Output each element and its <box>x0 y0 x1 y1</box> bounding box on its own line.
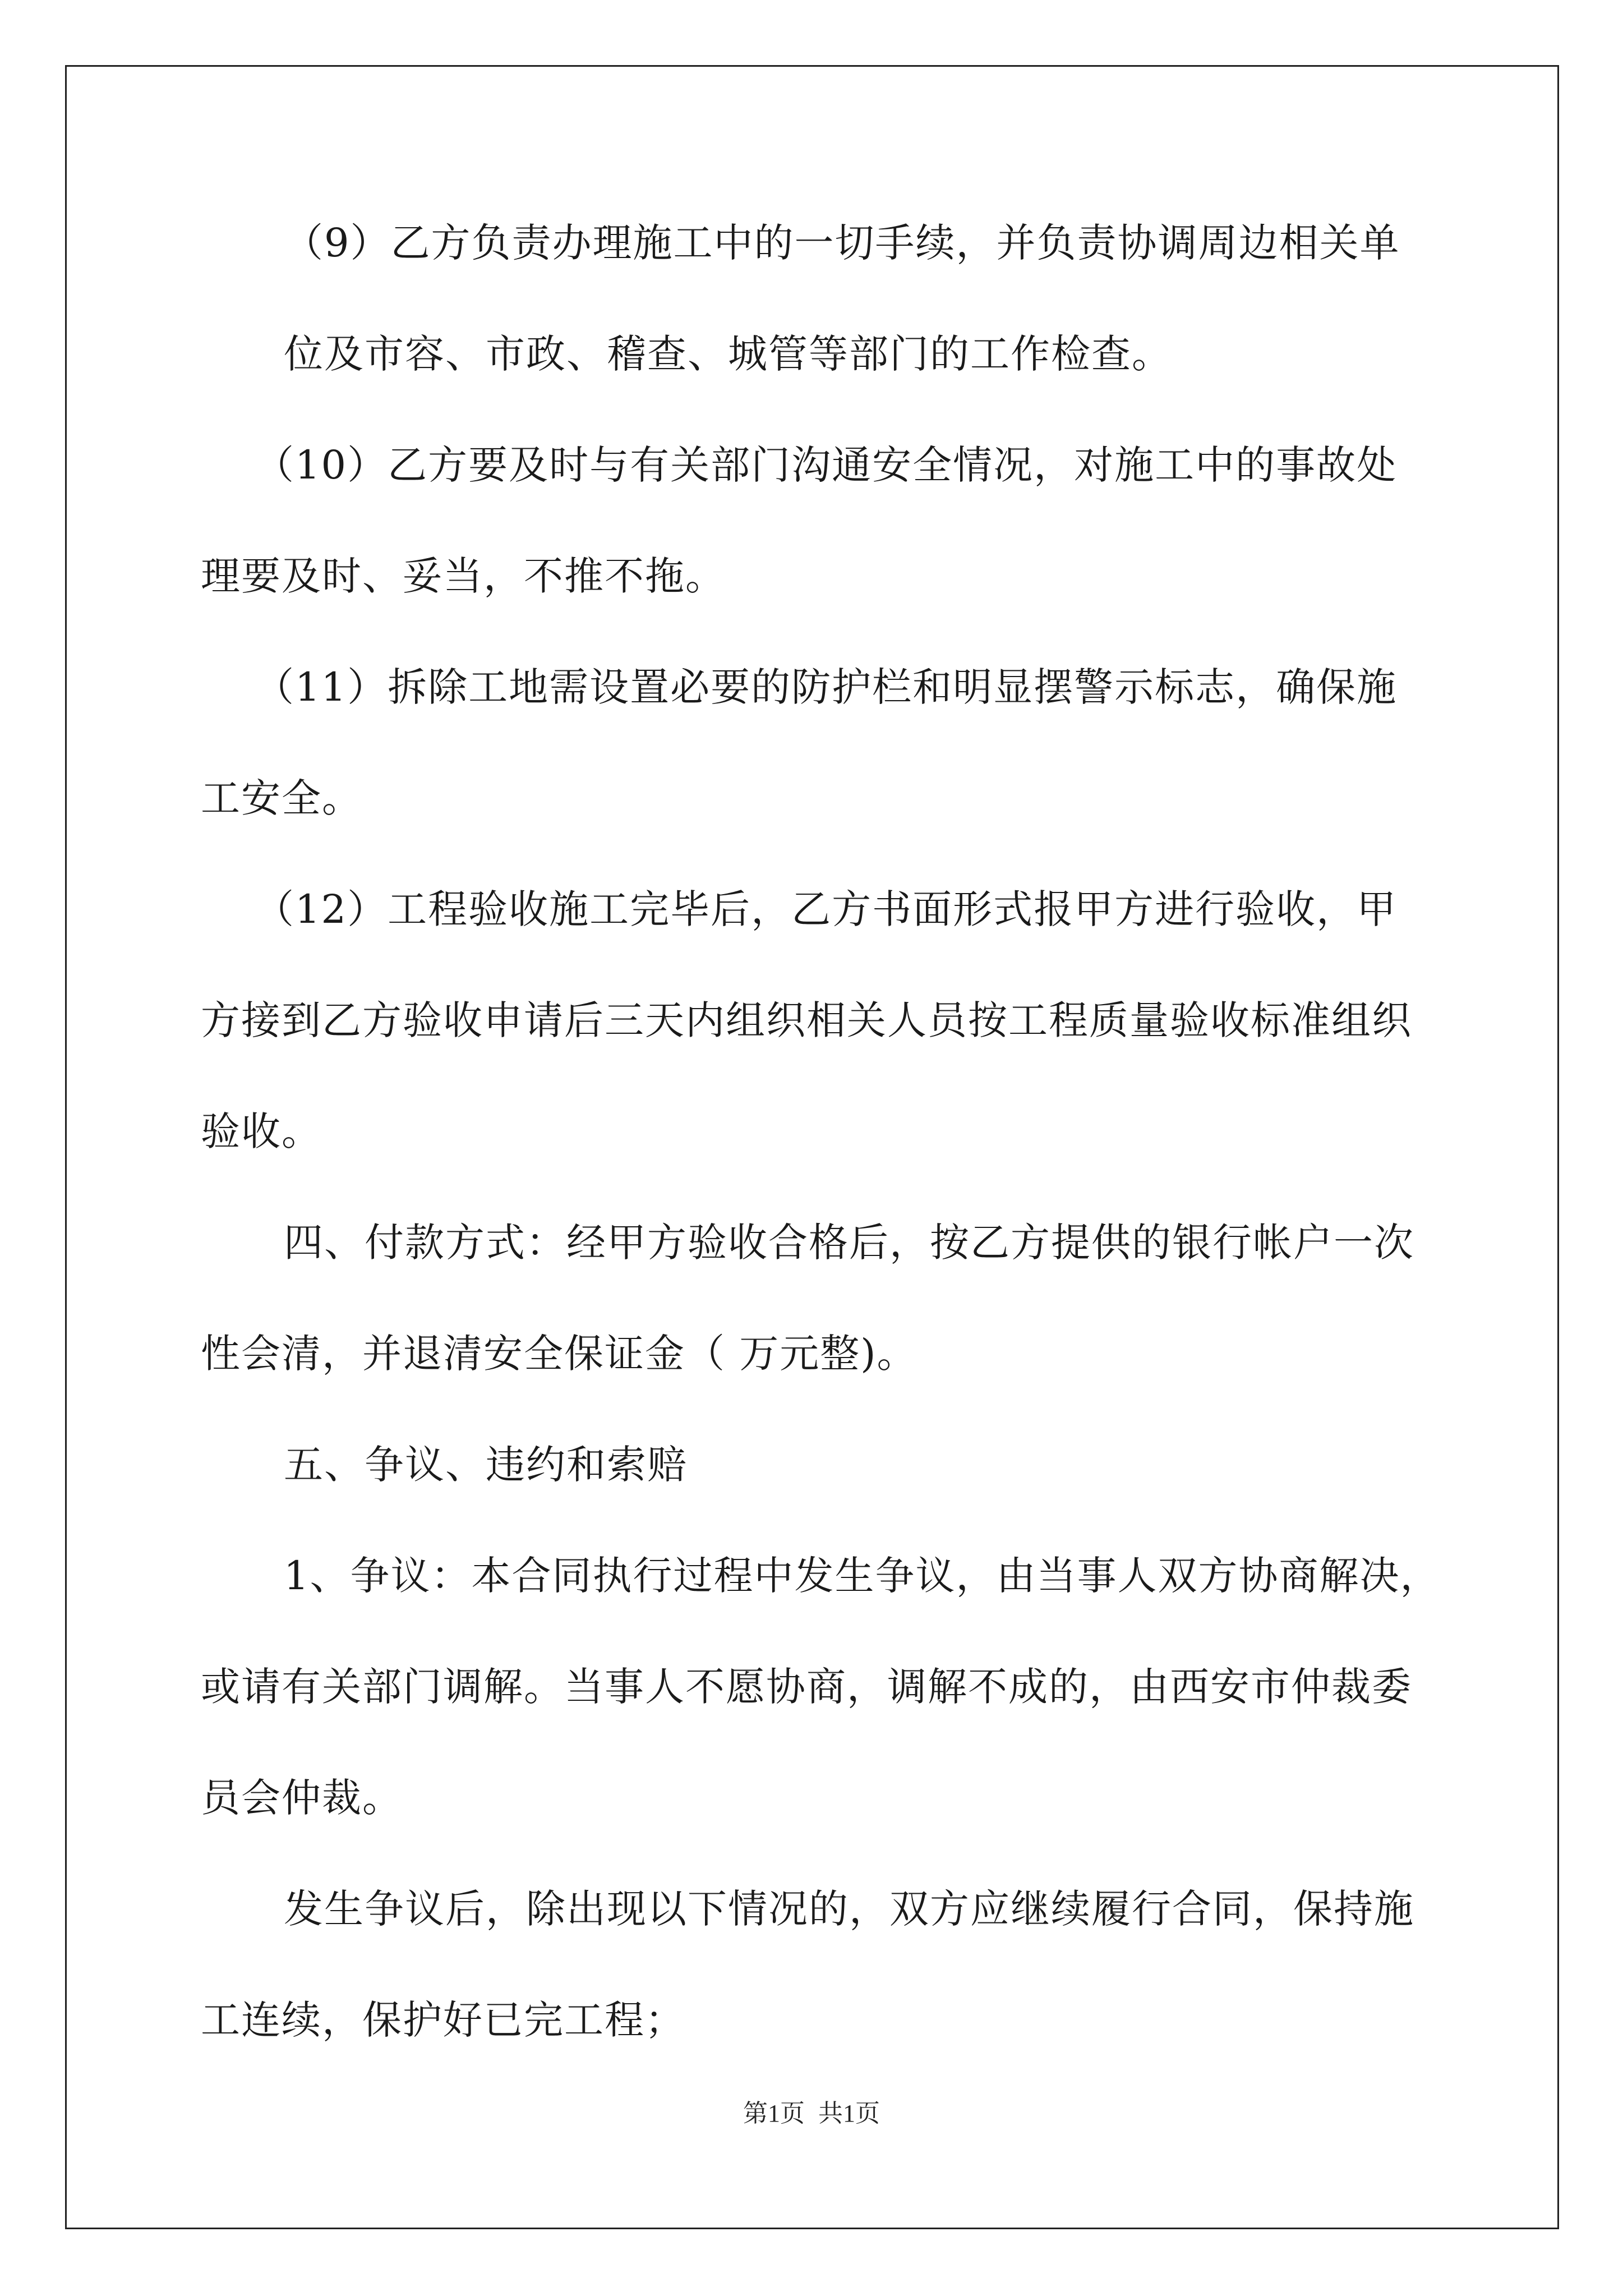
paragraph-line: 四、付款方式：经甲方验收合格后，按乙方提供的银行帐户一次 <box>284 1220 1414 1266</box>
page-number: 第1页 <box>743 2100 805 2127</box>
page-total: 共1页 <box>818 2100 880 2127</box>
paragraph-line: 工连续，保护好已完工程； <box>201 1997 685 2043</box>
paragraph-line: 方接到乙方验收申请后三天内组织相关人员按工程质量验收标准组织 <box>201 997 1412 1043</box>
section-heading: 五、争议、违约和索赔 <box>284 1442 688 1488</box>
paragraph-line: 性会清，并退清安全保证金（ 万元整)。 <box>201 1331 917 1377</box>
paragraph-line: 验收。 <box>201 1108 322 1154</box>
paragraph-line: 工安全。 <box>201 775 362 821</box>
page-footer <box>0 2098 1623 2129</box>
paragraph-line: 员会仲裁。 <box>201 1775 403 1821</box>
paragraph-line: 理要及时、妥当，不推不拖。 <box>201 553 726 599</box>
paragraph-line: （11）拆除工地需设置必要的防护栏和明显摆警示标志，确保施 <box>255 664 1398 710</box>
paragraph-line: 或请有关部门调解。当事人不愿协商，调解不成的，由西安市仲裁委 <box>201 1664 1412 1710</box>
paragraph-line: 位及市容、市政、稽查、城管等部门的工作检查。 <box>284 331 1172 377</box>
paragraph-line: （12）工程验收施工完毕后，乙方书面形式报甲方进行验收，甲 <box>255 886 1398 932</box>
paragraph-line: 1、争议：本合同执行过程中发生争议，由当事人双方协商解决， <box>284 1553 1441 1599</box>
paragraph-line: （10）乙方要及时与有关部门沟通安全情况，对施工中的事故处 <box>255 442 1398 488</box>
paragraph-line: （9）乙方负责办理施工中的一切手续，并负责协调周边相关单 <box>284 220 1400 266</box>
paragraph-line: 发生争议后，除出现以下情况的，双方应继续履行合同，保持施 <box>284 1886 1414 1932</box>
